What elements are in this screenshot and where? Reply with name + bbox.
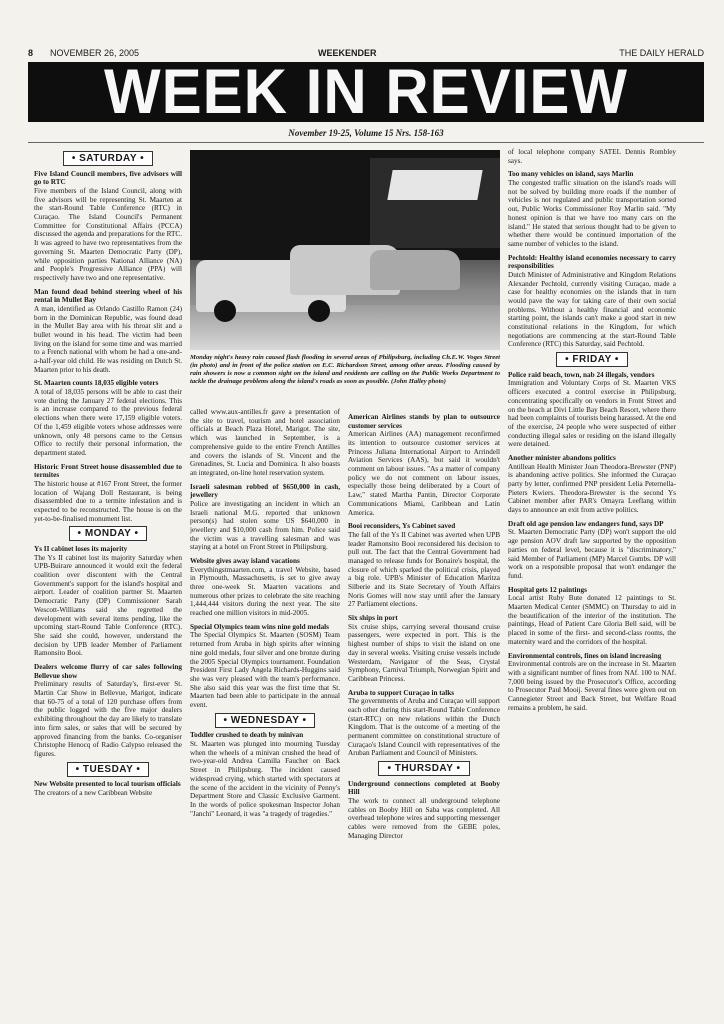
- article-body: called www.aux-antilles.fr gave a presentation of the site to travel, tourism and hotel association officials at Beach Plaza Hotel, Marigot. The site, which was launched in September, is a comprehensive guide to the entire French Antilles and covers the islands of St. Vincent and the Grenadines, St. Lucia and Dominica. It also boasts an integrated, on-line hotel reservation system.: [190, 408, 340, 477]
- article-body: St. Maarten was plunged into mourning Tuesday when the wheels of a minivan crushed the head of two-year-old Andrea Camilla Faucher on Back Street in Philipsburg. The incident caused widespread crying, which started with spectators at the scene of the accident in the vicinity of Penny's Department Store and Classic Exclusive Garment. In the words of police spokesman Inspector Johan "Janchi" Leonard, it was "a tragedy of tragedies.": [190, 740, 340, 818]
- issue-date: NOVEMBER 26, 2005: [50, 48, 140, 58]
- paper-name: THE DAILY HERALD: [619, 48, 704, 58]
- article-headline: Draft old age pension law endangers fund, says DP: [508, 519, 664, 528]
- article-body: The work to connect all underground telephone cables on Booby Hill on Saba was completed. All overhead telephone wires and supporting messenger cables were removed from the GEBE poles, Managing Director: [348, 797, 500, 840]
- day-heading-friday: • FRIDAY •: [508, 356, 676, 365]
- column-3: [348, 408, 500, 1000]
- article-body: A total of 18,035 persons will be able to cast their vote during the January 27 federal elections. This is an increase compared to the previous federal elections when there were 17,159 eligible voters. Of the 1,459 eligible voters whose addresses were unknown, only 48 persons came to the Census Office to rectify their personal information, the department stated.: [34, 388, 182, 457]
- column-4: [508, 148, 676, 1000]
- article-body: Environmental controls are on the increase in St. Maarten with a significant number of fines from NAf. 100 to NAf. 7,000 being issued by the Prosecutor's Office, according to Prosecutor Paul Mooij. Several fines were given out on Cannegieter Street and Back Street, but Welfare Road remains a problem, he said.: [508, 660, 676, 712]
- page-number: 8: [28, 48, 34, 58]
- article-body: The Ys II cabinet lost its majority Saturday when UPB-Buirare announced it would exit the federal coalition over discontent with the Central Government's support for the island's hospital and airport. Leader of coalition partner St. Maarten Democratic Party (DP) Commissioner Sarah Wescott-Williams said she regretted the development with several items pending, like the upcoming start-Round Table Conference (RTC). She said she could, however, understand the decision by UPB leader Member of Parliament Ramonsito Booi.: [34, 553, 182, 658]
- divider-line: [28, 142, 704, 143]
- article-headline: Historic Front Street house disassembled due to termites: [34, 462, 182, 480]
- article-headline: Dealers welcome flurry of car sales following Bellevue show: [34, 663, 182, 680]
- article-body: Six cruise ships, carrying several thousand cruise passengers, were expected in port. This is the highest number of ships to visit the island on one day in several weeks. Visiting cruise vessels include Westerdam, Navigator of the Seas, Crystal Symphony, Carnival Triumph, Norwegian Spirit and Caribbean Princess.: [348, 622, 500, 683]
- article-headline: Hospital gets 12 paintings: [508, 585, 587, 594]
- article-headline: Pechtold: Healthy island economies necessary to carry responsibilities: [508, 253, 676, 271]
- article-body: Antillean Health Minister Joan Theodora-Brewster (PNP) is abandoning active politics. She informed the Curaçao party by letter, confirmed PNP president Lelia Peternella-Pieters Kwiers. Theodora-Brewster is the second Ys Cabinet member after PAR's Omayra Leeflang within days to announce an exit from active politics.: [508, 462, 676, 515]
- article-headline: Website gives away island vacations: [190, 557, 300, 566]
- article-body: Five members of the Island Council, along with five advisors will be representing St. Maarten at the start-Round Table Conference (RTC) in Curaçao. The Island Council's Permanent Committee for Constitutional Affairs (PCCA) discussed the agenda and preparations for the RTC. It was agreed to have two representatives from the governing St. Maarten Democratic Party (DP), while opposition parties National Alliance (NA) and People's Progressive Alliance (PPA) will respectively have two and one representative.: [34, 186, 182, 282]
- news-photo: [190, 150, 500, 350]
- article-headline: Booi reconsiders, Ys Cabinet saved: [348, 522, 456, 531]
- article-body: The creators of a new Caribbean Website: [34, 788, 153, 797]
- day-heading-saturday: • SATURDAY •: [34, 155, 182, 164]
- article-headline: Too many vehicles on island, says Marlin: [508, 170, 634, 179]
- article-headline: Special Olympics team wins nine gold medals: [190, 622, 329, 631]
- article-body: St. Maarten Democratic Party (DP) won't support the old age pension AOV draft law supported by the opposition parties on federal level, because it is "discriminatory," said Member of Parliament (MP) Marcel Gumbs. DP will work on a responsible proposal that won't endanger the fund.: [508, 528, 676, 580]
- photo-caption: Monday night's heavy rain caused flash flooding in several areas of Philipsburg, including Ch.E.W. Voges Street (in photo) and in front of the police station on E.C. Richardson Street, among other areas. Flooding caused by rain showers is now a common sight on the island and residents are calling on the Public Works Department to tackle the drainage problems along the island's roads as soon as possible. (John Halley photo): [190, 354, 500, 385]
- article-body: The governments of Aruba and Curaçao will support each other during this start-Round Table Conference (start-RTC) on new relations within the Dutch Kingdom. That is the outcome of a meeting of the permanent committee on constitutional structure of Curaçao's Island Council with representatives of the Aruban Parliament and Council of Ministers.: [348, 697, 500, 758]
- article-body: The historic house at #167 Front Street, the former location of Wajang Doll Restaurant, is being disassembled due to a termite infestation and is expected to be reconstructed. The house is on the yet-to-be-finalised monument list.: [34, 479, 182, 523]
- article-headline: New Website presented to local tourism officials: [34, 780, 181, 789]
- article-body: The fall of the Ys II Cabinet was averted when UPB leader Ramonsito Booi reconsidered his decision to pull out. The fact that the Central Government had managed to release funds for Bonaire's hospital, the closure of which sparked the political crisis, played a big role. UPB's Minister of Education Maritza Silberie and its State Secretary of Youth Affairs Noris Gomes will now stay until after the January 27 Parliament elections.: [348, 530, 500, 609]
- section-name: WEEKENDER: [318, 48, 377, 58]
- article-headline: Police raid beach, town, nab 24 illegals, vendors: [508, 370, 655, 379]
- page-header: [28, 46, 704, 62]
- article-headline: Toddler crushed to death by minivan: [190, 731, 304, 740]
- article-headline: Another minister abandons politics: [508, 454, 616, 463]
- article-body: The Special Olympics St. Maarten (SOSM) Team returned from Aruba in high spirits after winning nine gold medals, four silver and one bronze during the 2005 Special Olympics tournament. Foundation President First Lady Angela Richards-Huggins said she was very pleased with the team's performance. She also said this year was the first time that St. Maarten had been able to participate in the annual event.: [190, 631, 340, 710]
- article-headline: American Airlines stands by plan to outsource customer services: [348, 413, 500, 430]
- article-body: Immigration and Voluntary Corps of St. Maarten VKS officers executed a control exercise in Philipsburg, concentrating specifically on vendors in Front Street and on the beach at Divi Little Bay Beach Resort, where there had been complaints of tourists being harassed. At the end of the exercise, 24 people who were suspected of either conducting illegal sales or residing on the island illegally were detained.: [508, 379, 676, 449]
- day-heading-thursday: • THURSDAY •: [348, 765, 500, 774]
- article-headline: Aruba to support Curaçao in talks: [348, 688, 455, 697]
- day-heading-monday: • MONDAY •: [34, 530, 182, 539]
- article-body: Preliminary results of Saturday's, first-ever St. Martin Car Show in Bellevue, Marigot, indicate that 60-75 of a total of 120 purchase offers from the public logged with the five major dealers exhibiting throughout the day are likely to translate into firm sales, or sales that will be secured by approved financing from the banks. Co-organiser Christophe Henocq of Radio Calypso released the figures.: [34, 680, 182, 758]
- masthead-title: WEEK IN REVIEW: [103, 62, 629, 122]
- article-body: American Airlines (AA) management reconfirmed its intention to outsource customer services at Princess Juliana International Airport to Arrindell Aviation Services (AAS), but said it wouldn't comment on labour issues. "As a matter of company policy we do not comment on labour issues, especially those being deliberated by a Court of Law," stated Martha Pantin, Director Corporate Communications Miami, Caribbean and Latin America.: [348, 430, 500, 517]
- article-body: Dutch Minister of Administrative and Kingdom Relations Alexander Pechtold, currently visiting Curaçao, made a case for healthy economies on the islands that in turn would pave the way for taking care of their own social problems. Without a healthy financial and economic starting point, the islands can't make a good start in new constitutional relations in the Kingdom, for which negotiations are commencing at the start-Round Table Conference (RTC) this Saturday, said Pechtold.: [508, 270, 676, 349]
- masthead-banner: [28, 62, 704, 122]
- article-body: A man, identified as Orlando Castillo Ramon (24) born in the Dominican Republic, was found dead in the Mullet Bay area with his throat slit and a bullet wound in his head. The victim had been living on the island for some time and was married to a French national with whom he had a one-and-a-half-year old child. He was residing on Dutch St. Maarten prior to his death.: [34, 304, 182, 374]
- article-body: Local artist Ruby Bute donated 12 paintings to St. Maarten Medical Center (SMMC) on Thursday to aid in the beautification of the interior of the institution. The paintings, Head of Patient Care Gloria Bell said, will be placed in some of the first- and second-class rooms, the maternity ward and the corridors of the hospital.: [508, 594, 676, 646]
- article-headline: Environmental controls, fines on island increasing: [508, 651, 662, 660]
- article-body: Everythingstmaarten.com, a travel Website, based in Plymouth, Massachusetts, is set to give away three one-week St. Maarten vacations and numerous other prizes to celebrate the site reaching 1,444,444 visitors during the next year. The site reached one million visitors in mid-2005.: [190, 565, 340, 618]
- day-heading-tuesday: • TUESDAY •: [34, 766, 182, 775]
- article-body: The congested traffic situation on the island's roads will not be solved by building more roads if the number of vehicles is not regulated and public transportation sorted out, Public Works Commissioner Roy Marlin said. "My honest opinion is that we have too many cars on the island." He stated that serious thought had to be given to whether there would be continued importation of the same number of vehicles to the island.: [508, 179, 676, 248]
- article-headline: Underground connections completed at Booby Hill: [348, 779, 500, 797]
- article-headline: St. Maarten counts 18,035 eligible voters: [34, 379, 159, 388]
- article-headline: Five Island Council members, five advisors will go to RTC: [34, 169, 182, 187]
- volume-line: November 19-25, Volume 15 Nrs. 158-163: [288, 128, 444, 138]
- article-body: of local telephone company SATEL Dennis Rombley says.: [508, 148, 676, 165]
- column-2: [190, 408, 340, 1000]
- article-body: Police are investigating an incident in which an Israeli national M.G. reported that unknown person(s) had stolen some US $640,000 in jewellery and $10,000 cash from him. Police said the victim was a travelling salesman and was staying at a hotel on Front Street in Philipsburg.: [190, 499, 340, 552]
- day-heading-wednesday: • WEDNESDAY •: [190, 717, 340, 726]
- column-1: [34, 148, 182, 998]
- article-headline: Six ships in port: [348, 614, 398, 623]
- article-headline: Israeli salesman robbed of $650,000 in cash, jewellery: [190, 482, 340, 500]
- article-headline: Ys II cabinet loses its majority: [34, 545, 128, 554]
- article-headline: Man found dead behind steering wheel of his rental in Mullet Bay: [34, 287, 182, 305]
